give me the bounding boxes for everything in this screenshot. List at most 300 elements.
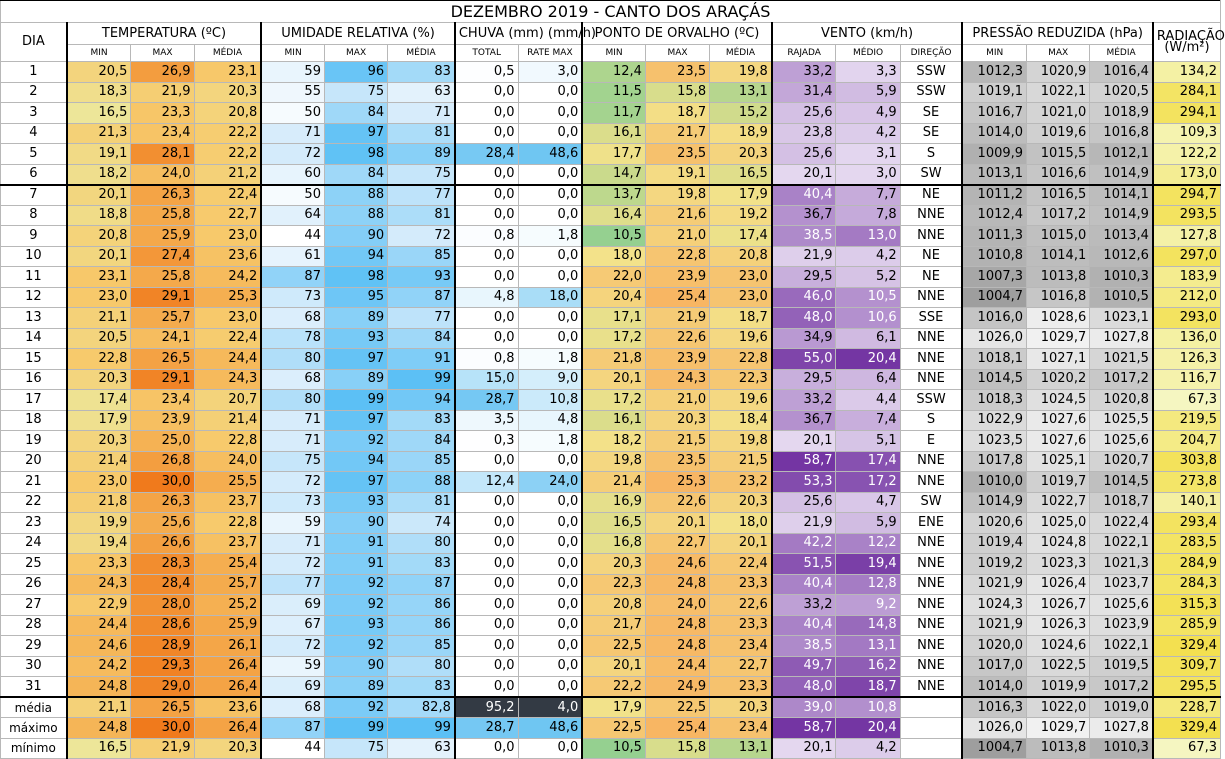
temp-media-cell: 22,4 — [194, 328, 261, 349]
orvalho-min-cell: 17,7 — [582, 144, 645, 165]
orvalho-media-cell: 19,6 — [710, 328, 772, 349]
table-row — [1, 164, 1221, 185]
umid-media-cell: 89 — [388, 144, 455, 165]
pressao-max-cell: 1013,8 — [1027, 738, 1090, 759]
umid-min-cell: 73 — [261, 287, 324, 308]
table-row — [1, 185, 1221, 206]
chuva-total-cell: 15,0 — [455, 369, 518, 390]
chuva-total-cell: 0,0 — [455, 492, 518, 513]
temp-min-cell: 16,5 — [67, 738, 131, 759]
radiacao-cell: 293,4 — [1153, 513, 1221, 534]
vento-medio-cell: 4,7 — [836, 492, 900, 513]
umid-max-cell: 88 — [324, 185, 387, 206]
vento-direcao-cell: NNE — [900, 451, 962, 472]
pressao-min-cell: 1011,3 — [962, 226, 1026, 247]
orvalho-min-cell: 19,8 — [582, 451, 645, 472]
pressao-media-cell: 1016,4 — [1090, 62, 1153, 83]
umid-media-cell: 83 — [388, 410, 455, 431]
orvalho-max-cell: 20,3 — [645, 410, 709, 431]
radiacao-cell: 173,0 — [1153, 164, 1221, 185]
pressao-media-cell: 1027,8 — [1090, 718, 1153, 739]
temp-max-cell: 25,6 — [131, 513, 194, 534]
pressao-media-cell: 1018,7 — [1090, 492, 1153, 513]
subheader-cell: MÉDIA — [388, 45, 455, 62]
vento-rajada-cell: 33,2 — [772, 390, 836, 411]
temp-media-cell: 20,3 — [194, 82, 261, 103]
vento-medio-cell: 3,3 — [836, 62, 900, 83]
chuva-total-cell: 3,5 — [455, 410, 518, 431]
pressao-media-cell: 1020,8 — [1090, 390, 1153, 411]
pressao-max-cell: 1015,5 — [1027, 144, 1090, 165]
pressao-min-cell: 1016,0 — [962, 308, 1026, 329]
vento-medio-cell: 10,8 — [836, 697, 900, 718]
temp-media-cell: 23,7 — [194, 533, 261, 554]
vento-direcao-cell: NNE — [900, 554, 962, 575]
umid-min-cell: 50 — [261, 185, 324, 206]
chuva-total-cell: 0,8 — [455, 226, 518, 247]
chuva-rate-max-cell: 4,8 — [518, 410, 582, 431]
orvalho-max-cell: 24,4 — [645, 656, 709, 677]
temp-media-cell: 22,8 — [194, 431, 261, 452]
pressao-max-cell: 1028,6 — [1027, 308, 1090, 329]
day-cell: 16 — [1, 369, 67, 390]
pressao-max-cell: 1027,6 — [1027, 431, 1090, 452]
pressao-min-cell: 1012,3 — [962, 62, 1026, 83]
orvalho-media-cell: 17,4 — [710, 226, 772, 247]
temp-min-cell: 16,5 — [67, 103, 131, 124]
orvalho-media-cell: 23,2 — [710, 472, 772, 493]
chuva-rate-max-cell: 0,0 — [518, 595, 582, 616]
pressao-max-cell: 1027,6 — [1027, 410, 1090, 431]
radiacao-cell: 273,8 — [1153, 472, 1221, 493]
umid-min-cell: 71 — [261, 533, 324, 554]
umid-media-cell: 99 — [388, 369, 455, 390]
orvalho-min-cell: 16,1 — [582, 410, 645, 431]
temp-max-cell: 30,0 — [131, 718, 194, 739]
table-row — [1, 615, 1221, 636]
chuva-total-cell: 0,0 — [455, 615, 518, 636]
umid-max-cell: 75 — [324, 738, 387, 759]
temp-max-cell: 28,9 — [131, 636, 194, 657]
day-cell: 13 — [1, 308, 67, 329]
pressao-media-cell: 1023,1 — [1090, 308, 1153, 329]
orvalho-min-cell: 10,5 — [582, 226, 645, 247]
temp-min-cell: 18,2 — [67, 164, 131, 185]
temp-media-cell: 25,4 — [194, 554, 261, 575]
table-row — [1, 349, 1221, 370]
table-row — [1, 533, 1221, 554]
umid-min-cell: 72 — [261, 472, 324, 493]
pressao-max-cell: 1020,9 — [1027, 62, 1090, 83]
vento-rajada-cell: 29,5 — [772, 369, 836, 390]
temp-max-cell: 26,6 — [131, 533, 194, 554]
orvalho-min-cell: 20,1 — [582, 656, 645, 677]
temp-min-cell: 20,8 — [67, 226, 131, 247]
pressao-min-cell: 1018,3 — [962, 390, 1026, 411]
pressao-max-cell: 1022,1 — [1027, 82, 1090, 103]
chuva-rate-max-cell: 18,0 — [518, 287, 582, 308]
orvalho-max-cell: 24,8 — [645, 636, 709, 657]
vento-rajada-cell: 31,4 — [772, 82, 836, 103]
table-row — [1, 574, 1221, 595]
umid-min-cell: 64 — [261, 205, 324, 226]
orvalho-media-cell: 18,0 — [710, 513, 772, 534]
table-row — [1, 246, 1221, 267]
pressao-media-cell: 1013,4 — [1090, 226, 1153, 247]
vento-direcao-cell: NNE — [900, 472, 962, 493]
umid-min-cell: 75 — [261, 451, 324, 472]
umid-media-cell: 84 — [388, 328, 455, 349]
chuva-total-cell: 0,0 — [455, 164, 518, 185]
pressao-min-cell: 1014,0 — [962, 123, 1026, 144]
vento-direcao-cell: NNE — [900, 656, 962, 677]
chuva-total-cell: 0,0 — [455, 656, 518, 677]
orvalho-min-cell: 18,2 — [582, 431, 645, 452]
temp-min-cell: 21,8 — [67, 492, 131, 513]
temp-media-cell: 25,7 — [194, 574, 261, 595]
orvalho-media-cell: 19,8 — [710, 431, 772, 452]
chuva-total-cell: 0,0 — [455, 574, 518, 595]
pressao-max-cell: 1026,7 — [1027, 595, 1090, 616]
pressao-min-cell: 1021,9 — [962, 615, 1026, 636]
orvalho-min-cell: 17,2 — [582, 328, 645, 349]
vento-medio-cell: 4,2 — [836, 738, 900, 759]
umid-max-cell: 97 — [324, 123, 387, 144]
radiacao-cell: 329,4 — [1153, 718, 1221, 739]
vento-medio-cell: 7,8 — [836, 205, 900, 226]
temp-max-cell: 25,8 — [131, 267, 194, 288]
day-cell: 29 — [1, 636, 67, 657]
chuva-rate-max-cell: 0,0 — [518, 103, 582, 124]
umid-media-cell: 99 — [388, 718, 455, 739]
chuva-total-cell: 0,0 — [455, 82, 518, 103]
orvalho-media-cell: 19,6 — [710, 390, 772, 411]
table-row — [1, 472, 1221, 493]
day-cell: 7 — [1, 185, 67, 206]
radiacao-cell: 285,9 — [1153, 615, 1221, 636]
orvalho-media-cell: 23,4 — [710, 636, 772, 657]
vento-rajada-cell: 25,6 — [772, 144, 836, 165]
day-cell: 30 — [1, 656, 67, 677]
vento-rajada-cell: 21,9 — [772, 246, 836, 267]
vento-rajada-cell: 36,7 — [772, 410, 836, 431]
pressao-min-cell: 1013,1 — [962, 164, 1026, 185]
vento-medio-cell: 5,9 — [836, 82, 900, 103]
pressao-media-cell: 1025,5 — [1090, 410, 1153, 431]
vento-direcao-cell: NNE — [900, 615, 962, 636]
temp-media-cell: 23,6 — [194, 697, 261, 718]
day-cell: 27 — [1, 595, 67, 616]
vento-medio-cell: 7,4 — [836, 410, 900, 431]
temp-max-cell: 28,3 — [131, 554, 194, 575]
vento-direcao-cell: NNE — [900, 349, 962, 370]
umid-media-cell: 80 — [388, 656, 455, 677]
chuva-rate-max-cell: 24,0 — [518, 472, 582, 493]
umid-max-cell: 92 — [324, 431, 387, 452]
pressao-min-cell: 1016,7 — [962, 103, 1026, 124]
orvalho-min-cell: 17,1 — [582, 308, 645, 329]
temp-max-cell: 23,4 — [131, 123, 194, 144]
chuva-rate-max-cell: 0,0 — [518, 574, 582, 595]
orvalho-min-cell: 20,1 — [582, 369, 645, 390]
umid-max-cell: 92 — [324, 574, 387, 595]
pressao-media-cell: 1019,5 — [1090, 656, 1153, 677]
radiacao-cell: 126,3 — [1153, 349, 1221, 370]
temp-min-cell: 21,4 — [67, 451, 131, 472]
temp-min-cell: 19,9 — [67, 513, 131, 534]
pressao-max-cell: 1025,0 — [1027, 513, 1090, 534]
temp-max-cell: 26,3 — [131, 492, 194, 513]
pressao-max-cell: 1017,2 — [1027, 205, 1090, 226]
orvalho-min-cell: 10,5 — [582, 738, 645, 759]
vento-direcao-cell: NNE — [900, 369, 962, 390]
temp-max-cell: 26,8 — [131, 451, 194, 472]
header-pressao: PRESSÃO REDUZIDA (hPa) — [962, 23, 1153, 45]
umid-media-cell: 87 — [388, 287, 455, 308]
orvalho-max-cell: 19,8 — [645, 185, 709, 206]
table-row — [1, 369, 1221, 390]
umid-max-cell: 93 — [324, 328, 387, 349]
day-cell: 5 — [1, 144, 67, 165]
orvalho-min-cell: 22,5 — [582, 636, 645, 657]
pressao-max-cell: 1019,9 — [1027, 677, 1090, 698]
chuva-rate-max-cell: 0,0 — [518, 656, 582, 677]
orvalho-max-cell: 21,7 — [645, 123, 709, 144]
chuva-rate-max-cell: 10,8 — [518, 390, 582, 411]
pressao-min-cell: 1010,8 — [962, 246, 1026, 267]
vento-medio-cell: 4,9 — [836, 103, 900, 124]
umid-max-cell: 96 — [324, 62, 387, 83]
orvalho-media-cell: 23,3 — [710, 574, 772, 595]
pressao-min-cell: 1019,2 — [962, 554, 1026, 575]
orvalho-max-cell: 21,6 — [645, 205, 709, 226]
day-cell: 26 — [1, 574, 67, 595]
table-row — [1, 410, 1221, 431]
vento-direcao-cell: SSW — [900, 82, 962, 103]
vento-rajada-cell: 55,0 — [772, 349, 836, 370]
sheet-title: DEZEMBRO 2019 - CANTO DOS ARAÇÁS — [1, 1, 1221, 23]
umid-media-cell: 86 — [388, 595, 455, 616]
chuva-rate-max-cell: 0,0 — [518, 164, 582, 185]
umid-min-cell: 72 — [261, 554, 324, 575]
chuva-total-cell: 0,0 — [455, 738, 518, 759]
header-orvalho: PONTO DE ORVALHO (ºC) — [582, 23, 772, 45]
vento-rajada-cell: 49,7 — [772, 656, 836, 677]
subheader-cell: MÉDIO — [836, 45, 900, 62]
vento-medio-cell: 5,2 — [836, 267, 900, 288]
vento-direcao-cell: SSE — [900, 308, 962, 329]
radiacao-cell: 122,2 — [1153, 144, 1221, 165]
umid-media-cell: 93 — [388, 267, 455, 288]
header-temperatura: TEMPERATURA (ºC) — [67, 23, 262, 45]
orvalho-min-cell: 11,5 — [582, 82, 645, 103]
chuva-rate-max-cell: 1,8 — [518, 431, 582, 452]
chuva-rate-max-cell: 0,0 — [518, 615, 582, 636]
vento-rajada-cell: 20,1 — [772, 738, 836, 759]
umid-media-cell: 63 — [388, 738, 455, 759]
day-cell: 24 — [1, 533, 67, 554]
day-cell: 17 — [1, 390, 67, 411]
orvalho-media-cell: 22,7 — [710, 656, 772, 677]
orvalho-min-cell: 20,4 — [582, 287, 645, 308]
orvalho-max-cell: 24,9 — [645, 677, 709, 698]
table-row — [1, 677, 1221, 698]
umid-min-cell: 72 — [261, 144, 324, 165]
stat-row — [1, 718, 1221, 739]
umid-min-cell: 68 — [261, 369, 324, 390]
orvalho-max-cell: 21,0 — [645, 390, 709, 411]
umid-min-cell: 59 — [261, 656, 324, 677]
umid-media-cell: 77 — [388, 308, 455, 329]
radiacao-cell: 127,8 — [1153, 226, 1221, 247]
vento-rajada-cell: 53,3 — [772, 472, 836, 493]
orvalho-media-cell: 20,8 — [710, 246, 772, 267]
day-cell: 18 — [1, 410, 67, 431]
chuva-total-cell: 0,0 — [455, 677, 518, 698]
orvalho-media-cell: 20,3 — [710, 144, 772, 165]
orvalho-min-cell: 21,7 — [582, 615, 645, 636]
temp-media-cell: 26,4 — [194, 718, 261, 739]
pressao-media-cell: 1017,2 — [1090, 677, 1153, 698]
pressao-media-cell: 1012,1 — [1090, 144, 1153, 165]
pressao-media-cell: 1022,1 — [1090, 533, 1153, 554]
umid-max-cell: 90 — [324, 226, 387, 247]
temp-min-cell: 20,5 — [67, 62, 131, 83]
header-radiacao-line2: (W/m²) — [1164, 40, 1210, 55]
orvalho-max-cell: 22,5 — [645, 697, 709, 718]
chuva-total-cell: 0,0 — [455, 513, 518, 534]
vento-medio-cell: 3,1 — [836, 144, 900, 165]
table-row — [1, 144, 1221, 165]
chuva-total-cell: 0,0 — [455, 103, 518, 124]
orvalho-max-cell: 23,5 — [645, 62, 709, 83]
table-row — [1, 226, 1221, 247]
vento-rajada-cell: 38,5 — [772, 636, 836, 657]
pressao-min-cell: 1007,3 — [962, 267, 1026, 288]
umid-min-cell: 44 — [261, 226, 324, 247]
vento-rajada-cell: 42,2 — [772, 533, 836, 554]
umid-media-cell: 71 — [388, 103, 455, 124]
pressao-max-cell: 1024,6 — [1027, 636, 1090, 657]
day-cell: 11 — [1, 267, 67, 288]
umid-min-cell: 59 — [261, 62, 324, 83]
temp-min-cell: 18,3 — [67, 82, 131, 103]
vento-medio-cell: 17,4 — [836, 451, 900, 472]
umid-media-cell: 86 — [388, 615, 455, 636]
umid-min-cell: 77 — [261, 574, 324, 595]
subheader-cell: MÉDIA — [710, 45, 772, 62]
table-row — [1, 492, 1221, 513]
vento-direcao-cell: SE — [900, 103, 962, 124]
stat-label: máximo — [1, 718, 67, 739]
orvalho-max-cell: 23,5 — [645, 144, 709, 165]
umid-min-cell: 68 — [261, 697, 324, 718]
orvalho-max-cell: 24,3 — [645, 369, 709, 390]
orvalho-media-cell: 22,4 — [710, 554, 772, 575]
pressao-min-cell: 1004,7 — [962, 287, 1026, 308]
pressao-media-cell: 1010,5 — [1090, 287, 1153, 308]
umid-max-cell: 97 — [324, 349, 387, 370]
vento-rajada-cell: 23,8 — [772, 123, 836, 144]
day-cell: 4 — [1, 123, 67, 144]
temp-max-cell: 28,6 — [131, 615, 194, 636]
orvalho-min-cell: 21,8 — [582, 349, 645, 370]
temp-min-cell: 24,2 — [67, 656, 131, 677]
pressao-min-cell: 1017,0 — [962, 656, 1026, 677]
umid-min-cell: 69 — [261, 677, 324, 698]
umid-max-cell: 94 — [324, 451, 387, 472]
temp-min-cell: 22,9 — [67, 595, 131, 616]
radiacao-cell: 284,3 — [1153, 574, 1221, 595]
umid-media-cell: 75 — [388, 164, 455, 185]
pressao-min-cell: 1014,5 — [962, 369, 1026, 390]
umid-media-cell: 81 — [388, 123, 455, 144]
temp-min-cell: 21,1 — [67, 308, 131, 329]
table-row — [1, 595, 1221, 616]
header-umidade: UMIDADE RELATIVA (%) — [261, 23, 455, 45]
subheader-cell: MÉDIA — [1090, 45, 1153, 62]
chuva-total-cell: 0,0 — [455, 451, 518, 472]
umid-min-cell: 69 — [261, 595, 324, 616]
orvalho-min-cell: 14,7 — [582, 164, 645, 185]
temp-media-cell: 24,2 — [194, 267, 261, 288]
table-row — [1, 62, 1221, 83]
stat-row — [1, 697, 1221, 718]
vento-rajada-cell: 25,6 — [772, 103, 836, 124]
stat-label: mínimo — [1, 738, 67, 759]
radiacao-cell: 283,5 — [1153, 533, 1221, 554]
orvalho-max-cell: 22,7 — [645, 533, 709, 554]
temp-max-cell: 28,1 — [131, 144, 194, 165]
temp-max-cell: 23,9 — [131, 410, 194, 431]
temp-max-cell: 25,9 — [131, 226, 194, 247]
orvalho-max-cell: 24,0 — [645, 595, 709, 616]
table-row — [1, 390, 1221, 411]
chuva-rate-max-cell: 0,0 — [518, 677, 582, 698]
temp-min-cell: 24,8 — [67, 677, 131, 698]
orvalho-min-cell: 21,4 — [582, 472, 645, 493]
day-cell: 2 — [1, 82, 67, 103]
pressao-media-cell: 1023,9 — [1090, 615, 1153, 636]
vento-direcao-cell: SW — [900, 164, 962, 185]
temp-media-cell: 20,3 — [194, 738, 261, 759]
orvalho-min-cell: 16,8 — [582, 533, 645, 554]
subheader-cell: TOTAL — [455, 45, 518, 62]
radiacao-cell: 109,3 — [1153, 123, 1221, 144]
pressao-media-cell: 1010,3 — [1090, 267, 1153, 288]
temp-media-cell: 25,9 — [194, 615, 261, 636]
umid-max-cell: 99 — [324, 390, 387, 411]
vento-medio-cell: 6,1 — [836, 328, 900, 349]
pressao-min-cell: 1024,3 — [962, 595, 1026, 616]
table-row — [1, 513, 1221, 534]
vento-medio-cell: 12,2 — [836, 533, 900, 554]
umid-max-cell: 97 — [324, 472, 387, 493]
vento-medio-cell: 6,4 — [836, 369, 900, 390]
temp-media-cell: 21,4 — [194, 410, 261, 431]
pressao-media-cell: 1017,2 — [1090, 369, 1153, 390]
temp-media-cell: 25,2 — [194, 595, 261, 616]
vento-direcao-cell: NNE — [900, 328, 962, 349]
orvalho-min-cell: 16,4 — [582, 205, 645, 226]
umid-min-cell: 55 — [261, 82, 324, 103]
vento-rajada-cell: 48,0 — [772, 677, 836, 698]
day-cell: 23 — [1, 513, 67, 534]
umid-max-cell: 98 — [324, 267, 387, 288]
pressao-max-cell: 1029,7 — [1027, 328, 1090, 349]
pressao-max-cell: 1026,3 — [1027, 615, 1090, 636]
temp-min-cell: 17,9 — [67, 410, 131, 431]
